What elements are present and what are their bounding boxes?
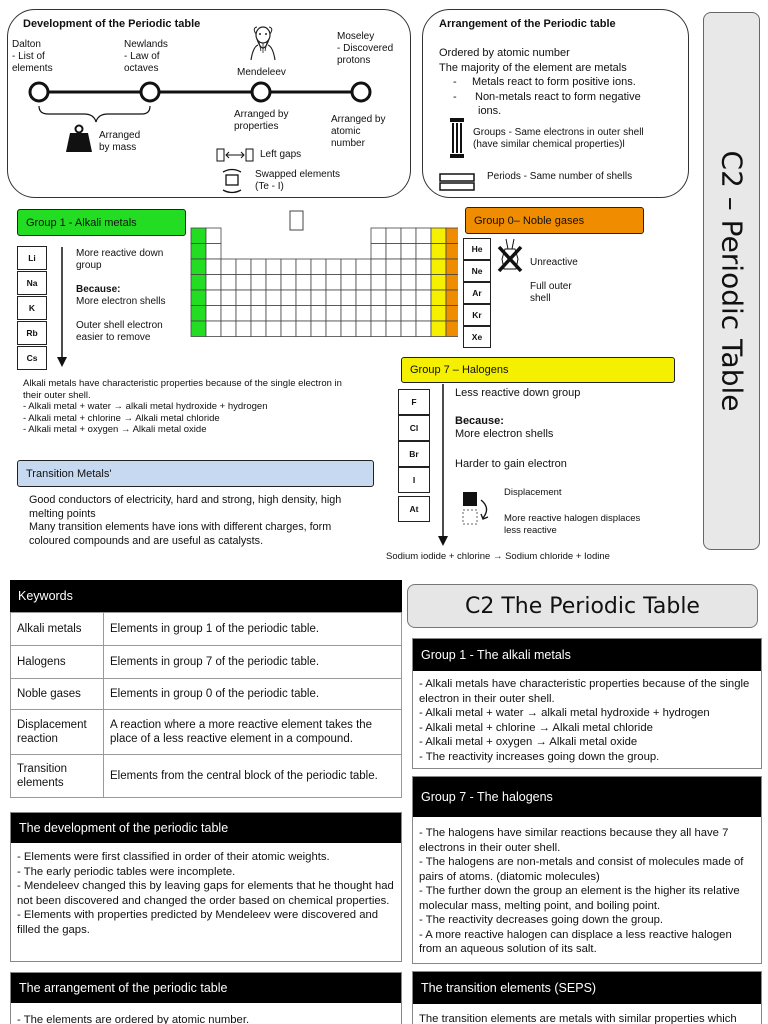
table-cell (206, 275, 221, 291)
table-cell (371, 244, 386, 260)
table-cell (371, 228, 386, 244)
periods-label: Periods - Same number of shells (487, 171, 633, 182)
weight-icon (64, 124, 94, 154)
table-cell (401, 259, 416, 275)
swap-icon (220, 167, 244, 195)
development-box (7, 9, 411, 198)
element-kr: Kr (463, 304, 491, 326)
keyword-term: Noble gases (11, 679, 104, 710)
table-cell (371, 275, 386, 291)
group7-card-body: - The halogens have similar reactions because they all have 7 electrons in their outer shell. - The halogens are non-metals and consist of molecules made of pairs of atoms. (diatomic molecules) - The further down the group an element is the higher its relative molecular mass, melting point, and boiling point. - The reactivity decreases going down the group. - A more reactive halogen can displace a less reactive halogen from an aqueous solution of its salt. (419, 827, 744, 955)
transition-cell (311, 259, 326, 275)
arrangement-line-2: The majority of the element are metals (439, 62, 627, 74)
transition-cell (356, 259, 371, 275)
unreactive-label: Unreactive (530, 257, 578, 268)
keyword-definition: A reaction where a more reactive element takes the place of a less reactive element in a compound. (104, 710, 402, 755)
transition-cell (236, 321, 251, 337)
table-cell (416, 228, 431, 244)
transition-cell (281, 306, 296, 322)
transition-cell (266, 275, 281, 291)
group0-tag: Group 0– Noble gases (465, 207, 644, 234)
transition-cell (356, 290, 371, 306)
group7-because: Because: More electron shells (455, 415, 554, 440)
transition-cell (251, 259, 266, 275)
transition-cell (221, 321, 236, 337)
table-cell (371, 321, 386, 337)
transition-cell (266, 306, 281, 322)
table-cell (401, 321, 416, 337)
halogen-cell (431, 244, 446, 260)
element-at: At (398, 496, 430, 522)
table-cell (416, 244, 431, 260)
transition-cell (251, 275, 266, 291)
row-icon (439, 173, 475, 191)
group7-card-header: Group 7 - The halogens (413, 777, 761, 817)
element-rb: Rb (17, 321, 47, 345)
full-outer-shell-label: Full outer shell (530, 281, 572, 304)
element-he: He (463, 238, 491, 260)
noble-gas-cell (446, 228, 458, 244)
group7-less-reactive: Less reactive down group (455, 387, 581, 399)
transition-cell (251, 306, 266, 322)
table-cell (401, 290, 416, 306)
keyword-row (11, 755, 402, 798)
swapped-label: Swapped elements (Te - I) (255, 169, 341, 192)
table-cell (416, 321, 431, 337)
transition-cell (326, 321, 341, 337)
element-xe: Xe (463, 326, 491, 348)
keyword-definition: Elements in group 7 of the periodic table. (104, 646, 402, 679)
table-cell (386, 259, 401, 275)
element-ar: Ar (463, 282, 491, 304)
keyword-definition: Elements in group 0 of the periodic table. (104, 679, 402, 710)
transition-cell (236, 275, 251, 291)
table-cell (386, 275, 401, 291)
transition-cell (296, 259, 311, 275)
alkali-metal-cell (191, 290, 206, 306)
element-br: Br (398, 441, 430, 467)
element-k: K (17, 296, 47, 320)
table-cell (206, 228, 221, 244)
halogen-cell (431, 275, 446, 291)
element-cl: Cl (398, 415, 430, 441)
arrangement-line-1: Ordered by atomic number (439, 47, 570, 59)
noble-gas-cell (446, 275, 458, 291)
group7-tag: Group 7 – Halogens (401, 357, 675, 383)
group1-card-header: Group 1 - The alkali metals (413, 639, 761, 671)
transition-card-body: The transition elements are metals with similar properties which (419, 1013, 737, 1024)
transition-cell (341, 259, 356, 275)
table-cell (416, 259, 431, 275)
transition-cell (266, 321, 281, 337)
keyword-term: Halogens (11, 646, 104, 679)
keyword-row (11, 646, 402, 679)
transition-cell (311, 321, 326, 337)
transition-cell (251, 290, 266, 306)
table-cell (386, 228, 401, 244)
transition-card (412, 971, 762, 1024)
keyword-definition: Elements in group 1 of the periodic table. (104, 613, 402, 646)
alkali-metal-cell (191, 259, 206, 275)
transition-cell (221, 306, 236, 322)
element-na: Na (17, 271, 47, 295)
transition-cell (296, 290, 311, 306)
moseley-label: Moseley - Discovered protons (337, 31, 394, 66)
displacement-icon (461, 490, 497, 526)
alkali-metal-cell (191, 321, 206, 337)
periodic-table-grid (190, 210, 458, 350)
table-cell (371, 259, 386, 275)
group7-down-arrow (437, 384, 449, 548)
group7-card (412, 776, 762, 964)
table-cell (386, 244, 401, 260)
arrangement-card-header: The arrangement of the periodic table (11, 973, 401, 1003)
noble-gas-cell (446, 321, 458, 337)
timeline (8, 10, 412, 199)
development-card-header: The development of the periodic table (11, 813, 401, 843)
table-cell (416, 275, 431, 291)
groups-label: Groups - Same electrons in outer shell (have similar chemical properties)l (473, 127, 644, 150)
group1-tag: Group 1 - Alkali metals (17, 209, 186, 236)
arrangement-title: Arrangement of the Periodic table (439, 18, 616, 30)
noble-gas-cell (446, 244, 458, 260)
arrangement-bullet-2: - Non-metals react to form negative (453, 91, 641, 103)
left-gaps-icon (216, 147, 254, 163)
table-cell (416, 306, 431, 322)
keywords-header: Keywords (10, 580, 402, 612)
group7-harder: Harder to gain electron (455, 458, 567, 470)
halogen-cell (431, 306, 446, 322)
transition-cell (296, 306, 311, 322)
table-cell (206, 321, 221, 337)
arrangement-card-body: - The elements are ordered by atomic number. (17, 1014, 250, 1024)
group1-notes: More reactive down group Because: More electron shells Outer shell electron easier to remove (76, 248, 166, 343)
left-gaps-label: Left gaps (260, 149, 302, 160)
transition-cell (356, 275, 371, 291)
alkali-metal-cell (191, 244, 206, 260)
transition-cell (266, 290, 281, 306)
table-cell (206, 244, 221, 260)
table-cell (401, 228, 416, 244)
group1-down-arrow (56, 247, 68, 369)
halogen-cell (431, 259, 446, 275)
noble-gas-cell (446, 290, 458, 306)
transition-cell (296, 275, 311, 291)
transition-cell (326, 306, 341, 322)
alkali-metal-cell (191, 228, 206, 244)
transition-cell (326, 259, 341, 275)
table-cell (386, 290, 401, 306)
main-title-box (407, 584, 758, 628)
transition-cell (341, 275, 356, 291)
keyword-row (11, 710, 402, 755)
element-i: I (398, 467, 430, 493)
table-cell (401, 306, 416, 322)
halogen-cell (431, 321, 446, 337)
transition-cell (251, 321, 266, 337)
table-cell (371, 290, 386, 306)
transition-cell (326, 275, 341, 291)
transition-cell (281, 275, 296, 291)
table-cell (401, 244, 416, 260)
keyword-term: Displacement reaction (11, 710, 104, 755)
transition-cell (281, 321, 296, 337)
side-title: C2 – Periodic Table (715, 150, 748, 412)
transition-cell (221, 290, 236, 306)
table-cell (206, 290, 221, 306)
transition-cell (356, 306, 371, 322)
transition-tag: Transition Metals' (17, 460, 374, 487)
noble-gas-cell (446, 259, 458, 275)
halogen-equation: Sodium iodide + chlorine → Sodium chloride + Iodine (386, 551, 610, 562)
transition-cell (236, 306, 251, 322)
alkali-metal-cell (191, 306, 206, 322)
by-mass-label: Arranged by mass (99, 130, 141, 153)
keywords-table (10, 612, 402, 798)
element-ne: Ne (463, 260, 491, 282)
arrangement-card (10, 972, 402, 1024)
by-atomic-number-label: Arranged by atomic number (331, 114, 386, 149)
keyword-term: Transition elements (11, 755, 104, 798)
dalton-label: Dalton - List of elements (12, 39, 53, 74)
table-cell (206, 306, 221, 322)
transition-cell (311, 275, 326, 291)
side-title-panel (703, 12, 760, 550)
table-cell (416, 290, 431, 306)
transition-cell (281, 290, 296, 306)
transition-card-header: The transition elements (SEPS) (413, 972, 761, 1004)
mendeleev-label: Mendeleev (237, 67, 286, 78)
no-reaction-icon (496, 237, 524, 275)
newlands-label: Newlands - Law of octaves (124, 39, 168, 74)
noble-gas-cell (446, 306, 458, 322)
transition-notes: Good conductors of electricity, hard and strong, high density, high melting points Many transition elements have ions with different charges, form coloured compounds and are useful as catalysts. (29, 494, 342, 547)
alkali-metal-cell (191, 275, 206, 291)
element-li: Li (17, 246, 47, 270)
keywords-panel (10, 580, 402, 798)
transition-cell (236, 290, 251, 306)
transition-cell (281, 259, 296, 275)
development-title: Development of the Periodic table (23, 18, 201, 30)
development-card (10, 812, 402, 962)
hydrogen-cell (290, 211, 303, 230)
keyword-term: Alkali metals (11, 613, 104, 646)
transition-cell (356, 321, 371, 337)
transition-cell (221, 275, 236, 291)
displacement-label: Displacement (504, 487, 562, 498)
transition-cell (341, 290, 356, 306)
transition-cell (296, 321, 311, 337)
keyword-row (11, 679, 402, 710)
transition-cell (221, 259, 236, 275)
keyword-row (11, 613, 402, 646)
group1-card-body: - Alkali metals have characteristic properties because of the single electron in their outer shell. - Alkali metal + water → alkali metal hydroxide + hydrogen - Alkali metal + chlorine → Alkali metal chloride - Alkali metal + oxygen → Alkali metal oxide - The reactivity increases going down the group. (419, 678, 750, 763)
transition-cell (326, 290, 341, 306)
transition-cell (311, 290, 326, 306)
by-properties-label: Arranged by properties (234, 109, 289, 132)
table-cell (206, 259, 221, 275)
table-cell (386, 306, 401, 322)
halogen-cell (431, 290, 446, 306)
group1-card (412, 638, 762, 769)
displacement-note: More reactive halogen displaces less reactive (504, 513, 641, 536)
element-cs: Cs (17, 346, 47, 370)
arrangement-bullet-1: - Metals react to form positive ions. (453, 76, 636, 88)
arrangement-box (422, 9, 689, 198)
column-icon (449, 117, 465, 159)
keyword-definition: Elements from the central block of the periodic table. (104, 755, 402, 798)
transition-cell (236, 259, 251, 275)
group1-paragraph: Alkali metals have characteristic properties because of the single electron in their outer shell. - Alkali metal + water → alkali metal hydroxide + hydrogen - Alkali metal + chlorine → Alkali metal chloride - Alkali metal + oxygen → Alkali metal oxide (23, 378, 342, 435)
transition-cell (341, 321, 356, 337)
table-cell (371, 306, 386, 322)
table-cell (386, 321, 401, 337)
halogen-cell (431, 228, 446, 244)
main-title: C2 The Periodic Table (465, 593, 700, 619)
transition-cell (311, 306, 326, 322)
transition-cell (341, 306, 356, 322)
table-cell (401, 275, 416, 291)
arrangement-bullet-2b: ions. (478, 105, 502, 117)
development-card-body: - Elements were first classified in order of their atomic weights. - The early periodic tables were incomplete. - Mendeleev changed this by leaving gaps for elements that he thought had not been discovered and changed the order based on chemical properties. - Elements with properties predicted by Mendeleev were discovered and filled the gaps. (17, 851, 394, 936)
element-f: F (398, 389, 430, 415)
transition-cell (266, 259, 281, 275)
